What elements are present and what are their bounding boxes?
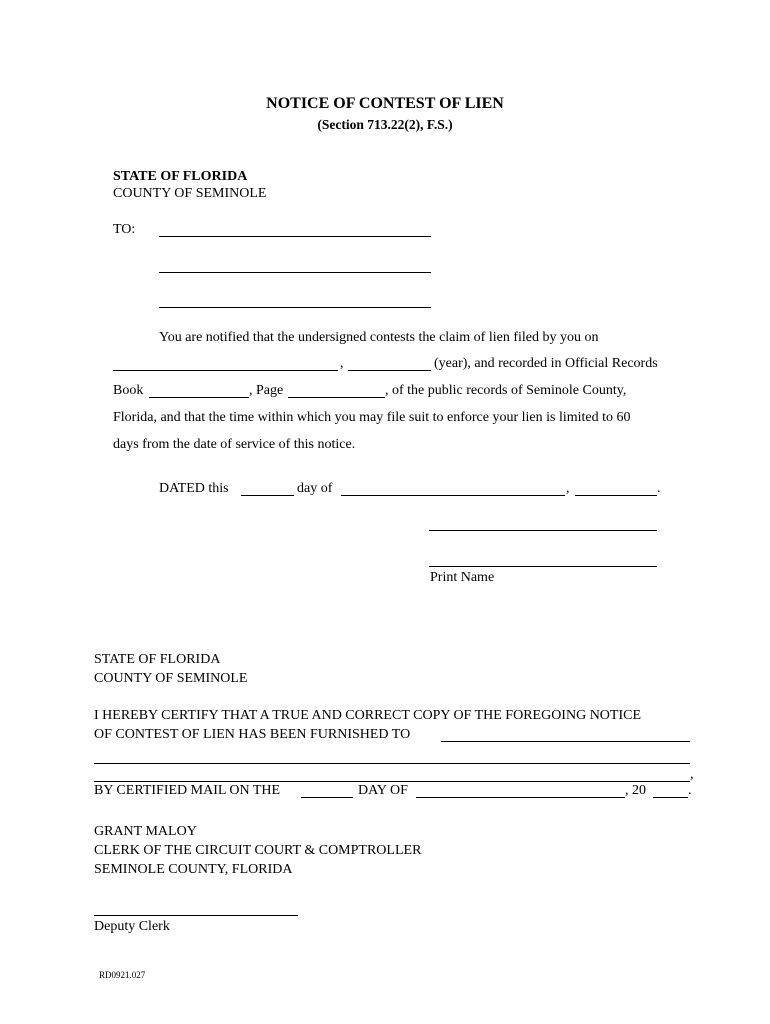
body-line-5: days from the date of service of this notice. bbox=[113, 437, 356, 452]
page-subtitle: (Section 713.22(2), F.S.) bbox=[317, 117, 453, 132]
dated-comma: , bbox=[566, 481, 570, 496]
book-number-blank[interactable] bbox=[149, 397, 249, 398]
lien-filed-date-blank[interactable] bbox=[113, 370, 338, 371]
county-heading-2: COUNTY OF SEMINOLE bbox=[94, 671, 248, 686]
certify-comma: , bbox=[690, 767, 694, 782]
deputy-clerk-signature-line[interactable] bbox=[94, 915, 298, 916]
to-address-line-3[interactable] bbox=[159, 307, 431, 308]
form-code: RD0921.027 bbox=[99, 970, 146, 980]
page-label: , Page bbox=[249, 383, 284, 398]
book-label: Book bbox=[113, 383, 144, 398]
state-heading: STATE OF FLORIDA bbox=[113, 169, 248, 184]
certified-month-blank[interactable] bbox=[416, 797, 625, 798]
dated-period: . bbox=[657, 481, 661, 496]
county-heading: COUNTY OF SEMINOLE bbox=[113, 186, 267, 201]
body-comma: , bbox=[340, 356, 344, 371]
print-name-label: Print Name bbox=[430, 570, 495, 585]
body-line-2-text: (year), and recorded in Official Records bbox=[434, 356, 658, 371]
certified-year-prefix: , 20 bbox=[625, 783, 646, 798]
certify-line-1: I HEREBY CERTIFY THAT A TRUE AND CORRECT COPY OF THE FOREGOING NOTICE bbox=[94, 708, 642, 723]
furnished-to-blank-2[interactable] bbox=[94, 763, 690, 764]
furnished-to-blank[interactable] bbox=[441, 741, 690, 742]
to-address-line-1[interactable] bbox=[159, 236, 431, 237]
body-line-1: You are notified that the undersigned contests the claim of lien filed by you on bbox=[159, 330, 599, 345]
lien-year-blank[interactable] bbox=[348, 370, 431, 371]
print-name-line[interactable] bbox=[429, 566, 657, 567]
certified-period: . bbox=[688, 783, 692, 798]
page-number-blank[interactable] bbox=[288, 397, 385, 398]
to-address-line-2[interactable] bbox=[159, 272, 431, 273]
furnished-to-blank-3[interactable] bbox=[94, 781, 690, 782]
dated-month-blank[interactable] bbox=[341, 495, 565, 496]
certified-mail-label: BY CERTIFIED MAIL ON THE bbox=[94, 783, 281, 798]
body-line-3-text: , of the public records of Seminole County, bbox=[385, 383, 627, 398]
clerk-name: GRANT MALOY bbox=[94, 824, 197, 839]
clerk-county: SEMINOLE COUNTY, FLORIDA bbox=[94, 862, 293, 877]
certified-year-blank[interactable] bbox=[653, 797, 688, 798]
day-of-label: day of bbox=[297, 481, 333, 496]
clerk-title: CLERK OF THE CIRCUIT COURT & COMPTROLLER bbox=[94, 843, 422, 858]
body-line-4: Florida, and that the time within which you may file suit to enforce your lien is limited to 60 bbox=[113, 410, 631, 425]
deputy-clerk-label: Deputy Clerk bbox=[94, 919, 170, 934]
page-title: NOTICE OF CONTEST OF LIEN bbox=[266, 95, 504, 112]
certified-day-blank[interactable] bbox=[301, 797, 353, 798]
state-heading-2: STATE OF FLORIDA bbox=[94, 652, 221, 667]
signature-line[interactable] bbox=[429, 530, 657, 531]
dated-year-blank[interactable] bbox=[575, 495, 657, 496]
certify-line-2: OF CONTEST OF LIEN HAS BEEN FURNISHED TO bbox=[94, 727, 411, 742]
to-label: TO: bbox=[113, 222, 136, 237]
certified-day-of-label: DAY OF bbox=[358, 783, 408, 798]
dated-label: DATED this bbox=[159, 481, 229, 496]
dated-day-blank[interactable] bbox=[241, 495, 294, 496]
